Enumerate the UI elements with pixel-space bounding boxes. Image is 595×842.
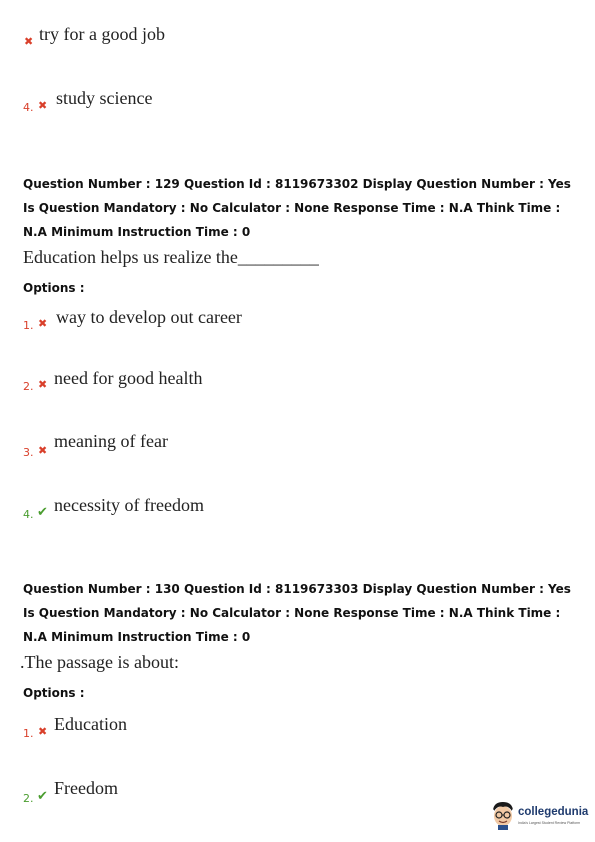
check-icon: ✔ <box>37 789 48 804</box>
mascot-icon <box>490 800 516 830</box>
cross-icon: ✖ <box>38 378 48 391</box>
cross-icon: ✖ <box>38 317 48 330</box>
option-number: 2. <box>23 792 34 805</box>
option-text: Education <box>54 714 127 734</box>
option-text: need for good health <box>54 368 203 388</box>
option-text: study science <box>56 88 153 108</box>
option-text: Freedom <box>54 778 118 798</box>
question-meta: Question Number : 129 Question Id : 8119673302 Display Question Number : Yes Is Question Mandatory : No Calculator : None Response Time : N.A Think Time : N.A Minimum Instruction Time : 0 <box>23 177 571 239</box>
cross-icon: ✖ <box>24 35 34 48</box>
logo-name: collegedunia <box>518 806 589 818</box>
option-text: try for a good job <box>39 24 165 44</box>
collegedunia-logo <box>490 800 590 830</box>
option-number: 4. <box>23 101 34 114</box>
question-meta: Question Number : 130 Question Id : 8119673303 Display Question Number : Yes Is Question Mandatory : No Calculator : None Response Time : N.A Think Time : N.A Minimum Instruction Time : 0 <box>23 582 571 644</box>
option-number: 1. <box>23 319 34 332</box>
option-number: 1. <box>23 727 34 740</box>
logo-tagline: India's Largest Student Review Platform <box>518 821 581 825</box>
option-number: 4. <box>23 508 34 521</box>
cross-icon: ✖ <box>38 725 48 738</box>
options-label: Options : <box>23 686 85 700</box>
option-text: meaning of fear <box>54 431 168 451</box>
option-number: 3. <box>23 446 34 459</box>
option-number: 2. <box>23 380 34 393</box>
option-text: necessity of freedom <box>54 495 204 515</box>
cross-icon: ✖ <box>38 99 48 112</box>
options-label: Options : <box>23 281 85 295</box>
question-text: .The passage is about: <box>20 652 179 672</box>
option-text: way to develop out career <box>56 307 242 327</box>
question-text: Education helps us realize the_________ <box>23 247 319 267</box>
check-icon: ✔ <box>37 505 48 520</box>
cross-icon: ✖ <box>38 444 48 457</box>
